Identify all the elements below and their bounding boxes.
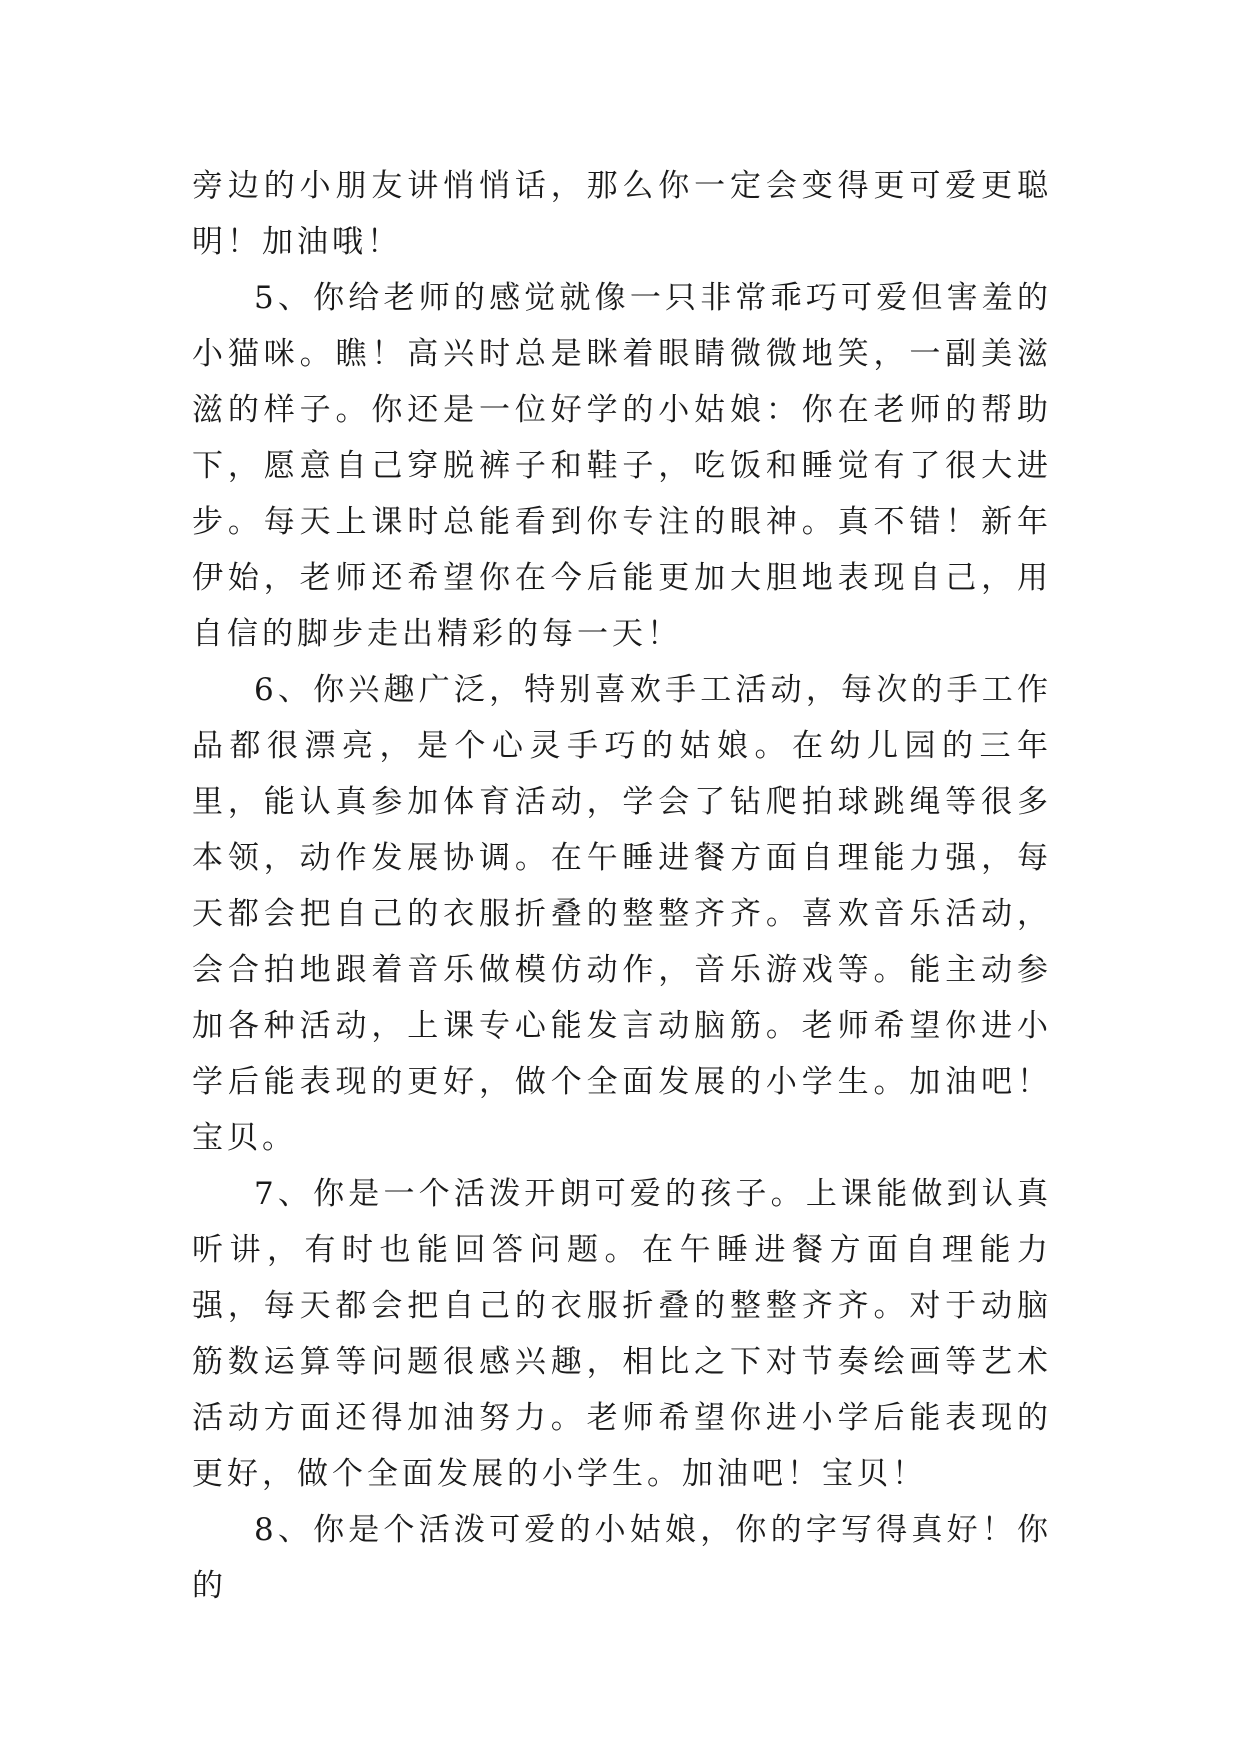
paragraph-item-8: 8、你是个活泼可爱的小姑娘，你的字写得真好！你的 xyxy=(192,1512,1052,1604)
document-body xyxy=(192,158,1052,1614)
paragraph-item-6: 6、你兴趣广泛，特别喜欢手工活动，每次的手工作品都很漂亮，是个心灵手巧的姑娘。在幼儿园的三年里，能认真参加体育活动，学会了钻爬拍球跳绳等很多本领，动作发展协调。在午睡进餐方面自理能力强，每天都会把自己的衣服折叠的整整齐齐。喜欢音乐活动，会合拍地跟着音乐做模仿动作，音乐游戏等。能主动参加各种活动，上课专心能发言动脑筋。老师希望你进小学后能表现的更好，做个全面发展的小学生。加油吧！宝贝。 xyxy=(192,672,1052,1156)
paragraph-continuation: 旁边的小朋友讲悄悄话，那么你一定会变得更可爱更聪明！加油哦！ xyxy=(192,168,1052,260)
paragraph-item-7: 7、你是一个活泼开朗可爱的孩子。上课能做到认真听讲，有时也能回答问题。在午睡进餐方面自理能力强，每天都会把自己的衣服折叠的整整齐齐。对于动脑筋数运算等问题很感兴趣，相比之下对节奏绘画等艺术活动方面还得加油努力。老师希望你进小学后能表现的更好，做个全面发展的小学生。加油吧！宝贝！ xyxy=(192,1176,1052,1492)
paragraph-item-5: 5、你给老师的感觉就像一只非常乖巧可爱但害羞的小猫咪。瞧！高兴时总是眯着眼睛微微地笑，一副美滋滋的样子。你还是一位好学的小姑娘：你在老师的帮助下，愿意自己穿脱裤子和鞋子，吃饭和睡觉有了很大进步。每天上课时总能看到你专注的眼神。真不错！新年伊始，老师还希望你在今后能更加大胆地表现自己，用自信的脚步走出精彩的每一天！ xyxy=(192,280,1052,652)
